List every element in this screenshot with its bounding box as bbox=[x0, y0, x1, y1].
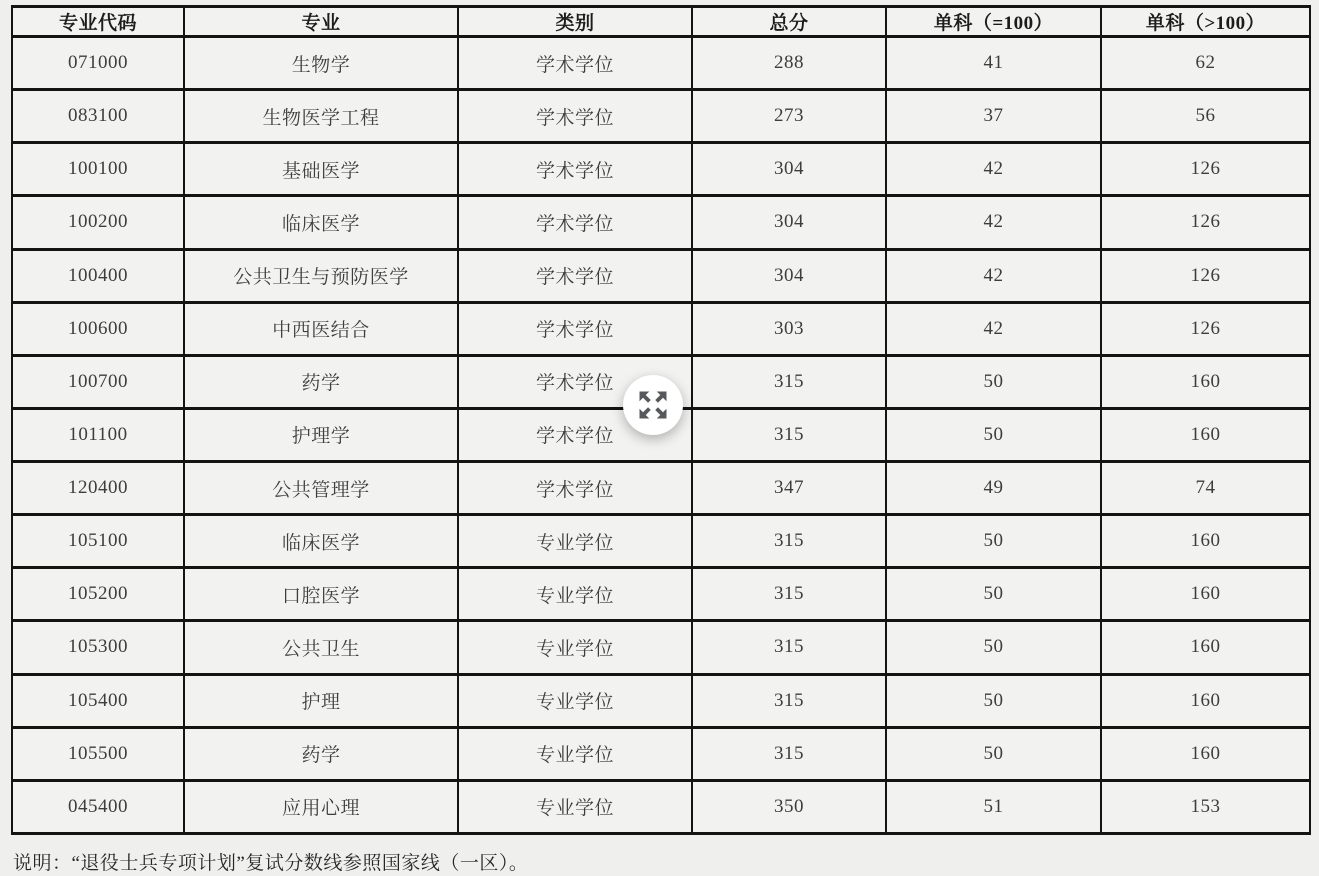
cell-category: 学术学位 bbox=[458, 462, 692, 515]
cell-code: 071000 bbox=[12, 37, 184, 90]
cell-code: 100600 bbox=[12, 302, 184, 355]
cell-single-eq100: 50 bbox=[886, 621, 1101, 674]
expand-button[interactable] bbox=[623, 375, 683, 435]
table-row bbox=[12, 568, 1310, 621]
cell-total: 304 bbox=[692, 143, 886, 196]
cell-single-eq100: 37 bbox=[886, 90, 1101, 143]
cell-code: 105400 bbox=[12, 674, 184, 727]
cell-total: 304 bbox=[692, 249, 886, 302]
cell-single-gt100: 160 bbox=[1101, 408, 1310, 461]
cell-major: 公共卫生 bbox=[184, 621, 458, 674]
expand-icon bbox=[635, 387, 671, 423]
column-header-category: 类别 bbox=[458, 7, 692, 37]
cell-single-gt100: 126 bbox=[1101, 196, 1310, 249]
cell-single-gt100: 160 bbox=[1101, 727, 1310, 780]
cell-single-eq100: 50 bbox=[886, 727, 1101, 780]
cell-code: 100200 bbox=[12, 196, 184, 249]
cell-major: 基础医学 bbox=[184, 143, 458, 196]
cell-single-gt100: 126 bbox=[1101, 302, 1310, 355]
table-row bbox=[12, 302, 1310, 355]
cell-total: 315 bbox=[692, 515, 886, 568]
cell-single-eq100: 50 bbox=[886, 568, 1101, 621]
cell-single-eq100: 41 bbox=[886, 37, 1101, 90]
footnote: 说明：“退役士兵专项计划”复试分数线参照国家线（一区）。 bbox=[13, 853, 529, 874]
cell-total: 315 bbox=[692, 727, 886, 780]
cell-code: 105300 bbox=[12, 621, 184, 674]
cell-single-gt100: 160 bbox=[1101, 674, 1310, 727]
cell-category: 专业学位 bbox=[458, 780, 692, 833]
cell-code: 083100 bbox=[12, 90, 184, 143]
cell-single-gt100: 160 bbox=[1101, 355, 1310, 408]
cell-single-eq100: 42 bbox=[886, 196, 1101, 249]
cell-total: 315 bbox=[692, 674, 886, 727]
cell-total: 347 bbox=[692, 462, 886, 515]
cell-code: 120400 bbox=[12, 462, 184, 515]
cell-single-gt100: 74 bbox=[1101, 462, 1310, 515]
table-row bbox=[12, 249, 1310, 302]
table-row bbox=[12, 196, 1310, 249]
cell-category: 学术学位 bbox=[458, 355, 692, 408]
cell-single-gt100: 160 bbox=[1101, 621, 1310, 674]
cell-category: 专业学位 bbox=[458, 674, 692, 727]
cell-major: 中西医结合 bbox=[184, 302, 458, 355]
cell-single-gt100: 153 bbox=[1101, 780, 1310, 833]
cell-total: 303 bbox=[692, 302, 886, 355]
cell-total: 288 bbox=[692, 37, 886, 90]
cell-single-gt100: 56 bbox=[1101, 90, 1310, 143]
cell-category: 学术学位 bbox=[458, 90, 692, 143]
cell-single-gt100: 160 bbox=[1101, 515, 1310, 568]
cell-code: 100700 bbox=[12, 355, 184, 408]
cell-major: 药学 bbox=[184, 727, 458, 780]
cell-single-eq100: 50 bbox=[886, 355, 1101, 408]
cell-major: 公共卫生与预防医学 bbox=[184, 249, 458, 302]
cell-single-gt100: 126 bbox=[1101, 143, 1310, 196]
table-body bbox=[12, 37, 1310, 834]
table-row bbox=[12, 727, 1310, 780]
cell-major: 药学 bbox=[184, 355, 458, 408]
cell-total: 315 bbox=[692, 355, 886, 408]
cell-category: 学术学位 bbox=[458, 249, 692, 302]
cell-total: 315 bbox=[692, 408, 886, 461]
column-header-total: 总分 bbox=[692, 7, 886, 37]
cell-major: 临床医学 bbox=[184, 515, 458, 568]
table-row bbox=[12, 143, 1310, 196]
cell-category: 学术学位 bbox=[458, 37, 692, 90]
cell-major: 护理 bbox=[184, 674, 458, 727]
column-header-single-eq100: 单科（=100） bbox=[886, 7, 1101, 37]
header-row bbox=[12, 7, 1310, 37]
cell-major: 应用心理 bbox=[184, 780, 458, 833]
cell-single-eq100: 42 bbox=[886, 302, 1101, 355]
cell-category: 专业学位 bbox=[458, 568, 692, 621]
cell-total: 273 bbox=[692, 90, 886, 143]
cell-code: 100100 bbox=[12, 143, 184, 196]
cell-code: 105500 bbox=[12, 727, 184, 780]
cell-category: 专业学位 bbox=[458, 515, 692, 568]
column-header-major: 专业 bbox=[184, 7, 458, 37]
cell-single-gt100: 62 bbox=[1101, 37, 1310, 90]
cell-major: 口腔医学 bbox=[184, 568, 458, 621]
cell-major: 公共管理学 bbox=[184, 462, 458, 515]
cell-single-eq100: 42 bbox=[886, 249, 1101, 302]
cell-single-gt100: 160 bbox=[1101, 568, 1310, 621]
table-row bbox=[12, 780, 1310, 833]
column-header-code: 专业代码 bbox=[12, 7, 184, 37]
table-row bbox=[12, 515, 1310, 568]
cell-total: 315 bbox=[692, 568, 886, 621]
table-row bbox=[12, 621, 1310, 674]
cell-total: 315 bbox=[692, 621, 886, 674]
cell-single-gt100: 126 bbox=[1101, 249, 1310, 302]
cell-category: 学术学位 bbox=[458, 196, 692, 249]
cell-single-eq100: 50 bbox=[886, 408, 1101, 461]
column-header-single-gt100: 单科（>100） bbox=[1101, 7, 1310, 37]
cell-category: 专业学位 bbox=[458, 727, 692, 780]
cell-code: 100400 bbox=[12, 249, 184, 302]
cell-total: 350 bbox=[692, 780, 886, 833]
cell-single-eq100: 51 bbox=[886, 780, 1101, 833]
cell-category: 学术学位 bbox=[458, 408, 692, 461]
table-row bbox=[12, 37, 1310, 90]
table-row bbox=[12, 90, 1310, 143]
cell-code: 101100 bbox=[12, 408, 184, 461]
table-row bbox=[12, 674, 1310, 727]
cell-code: 045400 bbox=[12, 780, 184, 833]
cell-major: 生物学 bbox=[184, 37, 458, 90]
table-row bbox=[12, 462, 1310, 515]
cell-total: 304 bbox=[692, 196, 886, 249]
cell-category: 专业学位 bbox=[458, 621, 692, 674]
cell-code: 105100 bbox=[12, 515, 184, 568]
cell-category: 学术学位 bbox=[458, 302, 692, 355]
cell-single-eq100: 50 bbox=[886, 515, 1101, 568]
cell-single-eq100: 49 bbox=[886, 462, 1101, 515]
cell-major: 生物医学工程 bbox=[184, 90, 458, 143]
cell-single-eq100: 50 bbox=[886, 674, 1101, 727]
cell-code: 105200 bbox=[12, 568, 184, 621]
cell-major: 临床医学 bbox=[184, 196, 458, 249]
cell-category: 学术学位 bbox=[458, 143, 692, 196]
cell-major: 护理学 bbox=[184, 408, 458, 461]
cell-single-eq100: 42 bbox=[886, 143, 1101, 196]
